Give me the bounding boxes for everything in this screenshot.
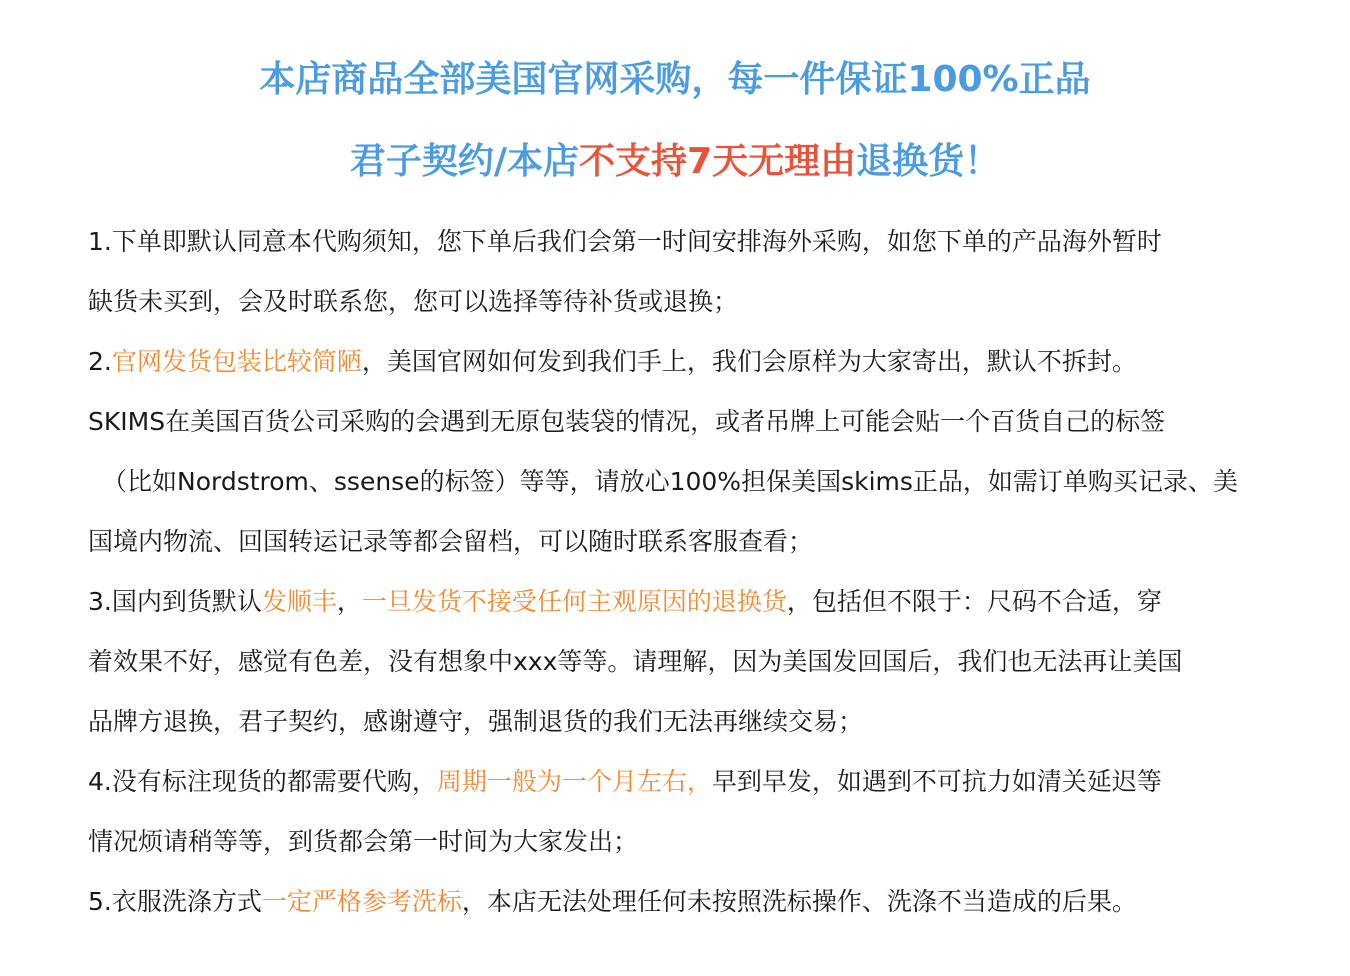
headline-return-part2: 不支持7天无理由: [579, 141, 857, 182]
headline-return-part3: 退换货！: [856, 141, 1001, 182]
notice-item-2-line-2: SKIMS在美国百货公司采购的会遇到无原包装袋的情况，或者吊牌上可能会贴一个百货自己的标签: [88, 407, 1166, 436]
notice-item-3-line-3: 品牌方退换，君子契约，感谢遵守，强制退货的我们无法再继续交易；: [88, 707, 864, 736]
notice-item-3-sep: ，: [336, 587, 362, 616]
notice-item-5-prefix: 5.衣服洗涤方式: [88, 887, 262, 916]
notice-item-2-line-1: [88, 332, 1308, 392]
notice-item-4-line-2: 情况烦请稍等等，到货都会第一时间为大家发出；: [88, 827, 639, 856]
notice-item-5-line-1: [88, 872, 1308, 932]
headline-return-part1: 君子契约/本店: [349, 141, 580, 182]
notice-item-2-highlight: 官网发货包装比较简陋: [111, 347, 362, 376]
notice-item-4-line-1: [88, 752, 1308, 812]
notice-item-3-highlight-2: 一旦发货不接受任何主观原因的退换货: [361, 587, 787, 616]
notice-item-2-line-4: 国境内物流、回国转运记录等都会留档，可以随时联系客服查看；: [88, 527, 814, 556]
notice-item-2-line-3: （比如Nordstrom、ssense的标签）等等，请放心100%担保美国skims正品，如需订单购买记录、美: [102, 467, 1238, 496]
notice-item-1-line-1: 1.下单即默认同意本代购须知，您下单后我们会第一时间安排海外采购，如您下单的产品海外暂时: [88, 227, 1162, 256]
notice-item-1-line-2: 缺货未买到，会及时联系您，您可以选择等待补货或退换；: [88, 287, 739, 316]
notice-item-2-prefix: 2.: [88, 347, 112, 376]
headline-guarantee-text: 本店商品全部美国官网采购，每一件保证100%正品: [259, 59, 1091, 100]
notice-item-4-highlight: 周期一般为一个月左右，: [436, 767, 712, 796]
notice-item-3-rest: ，包括但不限于：尺码不合适，穿: [786, 587, 1162, 616]
notice-item-3-line-1: [88, 572, 1308, 632]
notice-item-2-rest: ，美国官网如何发到我们手上，我们会原样为大家寄出，默认不拆封。: [361, 347, 1137, 376]
notice-item-4-rest: 早到早发，如遇到不可抗力如清关延迟等: [711, 767, 1162, 796]
notice-item-5-highlight: 一定严格参考洗标: [261, 887, 462, 916]
notice-body: [88, 212, 1308, 932]
notice-item-4-prefix: 4.没有标注现货的都需要代购，: [88, 767, 437, 796]
headline-guarantee: [0, 58, 1350, 102]
notice-item-5-rest: ，本店无法处理任何未按照洗标操作、洗涤不当造成的后果。: [461, 887, 1137, 916]
notice-item-3-line-2: 着效果不好，感觉有色差，没有想象中xxx等等。请理解，因为美国发回国后，我们也无法再让美国: [88, 647, 1183, 676]
notice-item-3-highlight-1: 发顺丰: [261, 587, 337, 616]
notice-item-3-prefix: 3.国内到货默认: [88, 587, 262, 616]
headline-return-policy: [0, 140, 1350, 184]
